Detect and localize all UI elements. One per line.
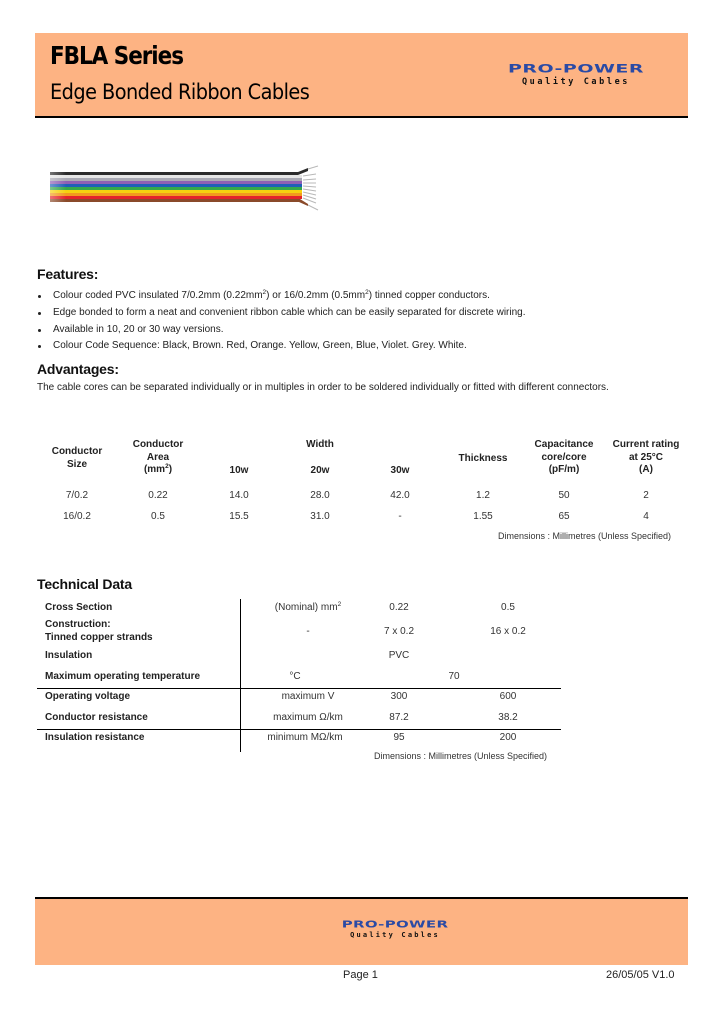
header-band [35,33,688,116]
technical-data-heading: Technical Data [37,576,132,592]
series-title: FBLA Series [50,41,183,70]
value-max-temperature: 70 [448,671,460,682]
col-header-20w: 20w [310,465,330,476]
cell-w10: 14.0 [229,490,249,501]
cell-size: 16/0.2 [63,511,91,522]
logo-tagline: Quality Cables [521,77,631,87]
cell-current: 2 [643,490,649,501]
cell-capacitance: 65 [558,511,570,522]
feature-item: Edge bonded to form a neat and convenient ribbon cable which can be easily separated for discrete wiring. [37,305,526,322]
row-label-cross-section: Cross Section [45,602,113,613]
row-label-operating-voltage: Operating voltage [45,691,131,702]
value-operating-voltage-2: 600 [499,691,517,702]
logo-tagline: Quality Cables [350,931,440,939]
row-label-conductor-resistance: Conductor resistance [45,712,148,723]
features-heading: Features: [37,266,99,282]
col-header-current-rating: Current rating at 25°C (A) [612,439,680,475]
cell-size: 7/0.2 [65,490,89,501]
technical-data-note: Dimensions : Millimetres (Unless Specified) [374,751,548,761]
row-label-insulation-resistance: Insulation resistance [45,732,145,743]
value-cross-section-2: 0.5 [501,602,515,613]
series-subtitle: Edge Bonded Ribbon Cables [50,80,310,104]
unit-conductor-resistance: maximum Ω/km [273,712,343,723]
row-label-construction: Construction: Tinned copper strands [45,619,153,643]
cell-w30: 42.0 [390,490,410,501]
col-header-30w: 30w [390,465,410,476]
header-divider [35,116,688,118]
feature-item: Colour coded PVC insulated 7/0.2mm $(0.22mm^2)$ or 16/0.2mm $(0.5mm^2)$ tinned copper conductors. [37,288,526,305]
pro-power-logo-footer [330,920,460,939]
cell-thickness: 1.55 [473,511,493,522]
value-cross-section-1: 0.22 [389,602,409,613]
advantages-text: The cable cores can be separated individually or in multiples in order to be soldered individually or fitted with different connectors. [37,382,609,393]
unit-construction: - [306,626,310,637]
row-label-max-temperature: Maximum operating temperature [45,671,201,682]
feature-item: Available in 10, 20 or 30 way versions. [37,322,526,339]
page-number: Page 1 [343,969,378,981]
cell-area: 0.22 [148,490,168,501]
value-insulation: PVC [388,650,410,661]
footer-band [35,899,688,965]
unit-insulation-resistance: minimum MΩ/km [267,732,343,743]
cell-area: 0.5 [151,511,165,522]
col-header-conductor-area: Conductor Area $(mm^2)$ [132,439,184,475]
logo-brand: PRO-POWER [341,918,449,930]
ribbon-cable-image [50,160,320,220]
table-horizontal-divider [37,729,561,730]
unit-max-temperature: °C [289,671,301,682]
value-conductor-resistance-2: 38.2 [498,712,518,723]
features-list [37,288,526,355]
value-conductor-resistance-1: 87.2 [389,712,409,723]
cell-w20: 31.0 [310,511,330,522]
value-insulation-resistance-2: 200 [499,732,517,743]
cell-w30: - [398,511,402,522]
cable-stripes [50,168,320,206]
col-header-width: Width [306,439,334,450]
cell-thickness: 1.2 [476,490,490,501]
logo-brand: PRO-POWER [507,61,645,76]
dimensions-note: Dimensions : Millimetres (Unless Specified) [498,531,672,541]
col-header-10w: 10w [229,465,249,476]
unit-cross-section: (Nominal) $mm^2$ [274,601,342,613]
col-header-conductor-size: Conductor Size [51,446,103,470]
pro-power-logo [495,63,657,87]
value-construction-2: 16 x 0.2 [490,626,526,637]
unit-operating-voltage: maximum V [281,691,335,702]
value-insulation-resistance-1: 95 [393,732,405,743]
row-label-insulation: Insulation [45,650,93,661]
cell-w10: 15.5 [229,511,249,522]
feature-item: Colour Code Sequence: Black, Brown. Red, Orange. Yellow, Green, Blue, Violet. Grey. White. [37,338,526,355]
value-operating-voltage-1: 300 [390,691,408,702]
table-horizontal-divider [37,688,561,689]
document-date-version: 26/05/05 V1.0 [606,969,675,981]
cell-capacitance: 50 [558,490,570,501]
col-header-thickness: Thickness [458,453,508,464]
cell-w20: 28.0 [310,490,330,501]
col-header-capacitance: Capacitance core/core (pF/m) [534,439,594,475]
cell-current: 4 [643,511,649,522]
value-construction-1: 7 x 0.2 [383,626,415,637]
advantages-heading: Advantages: [37,361,119,377]
